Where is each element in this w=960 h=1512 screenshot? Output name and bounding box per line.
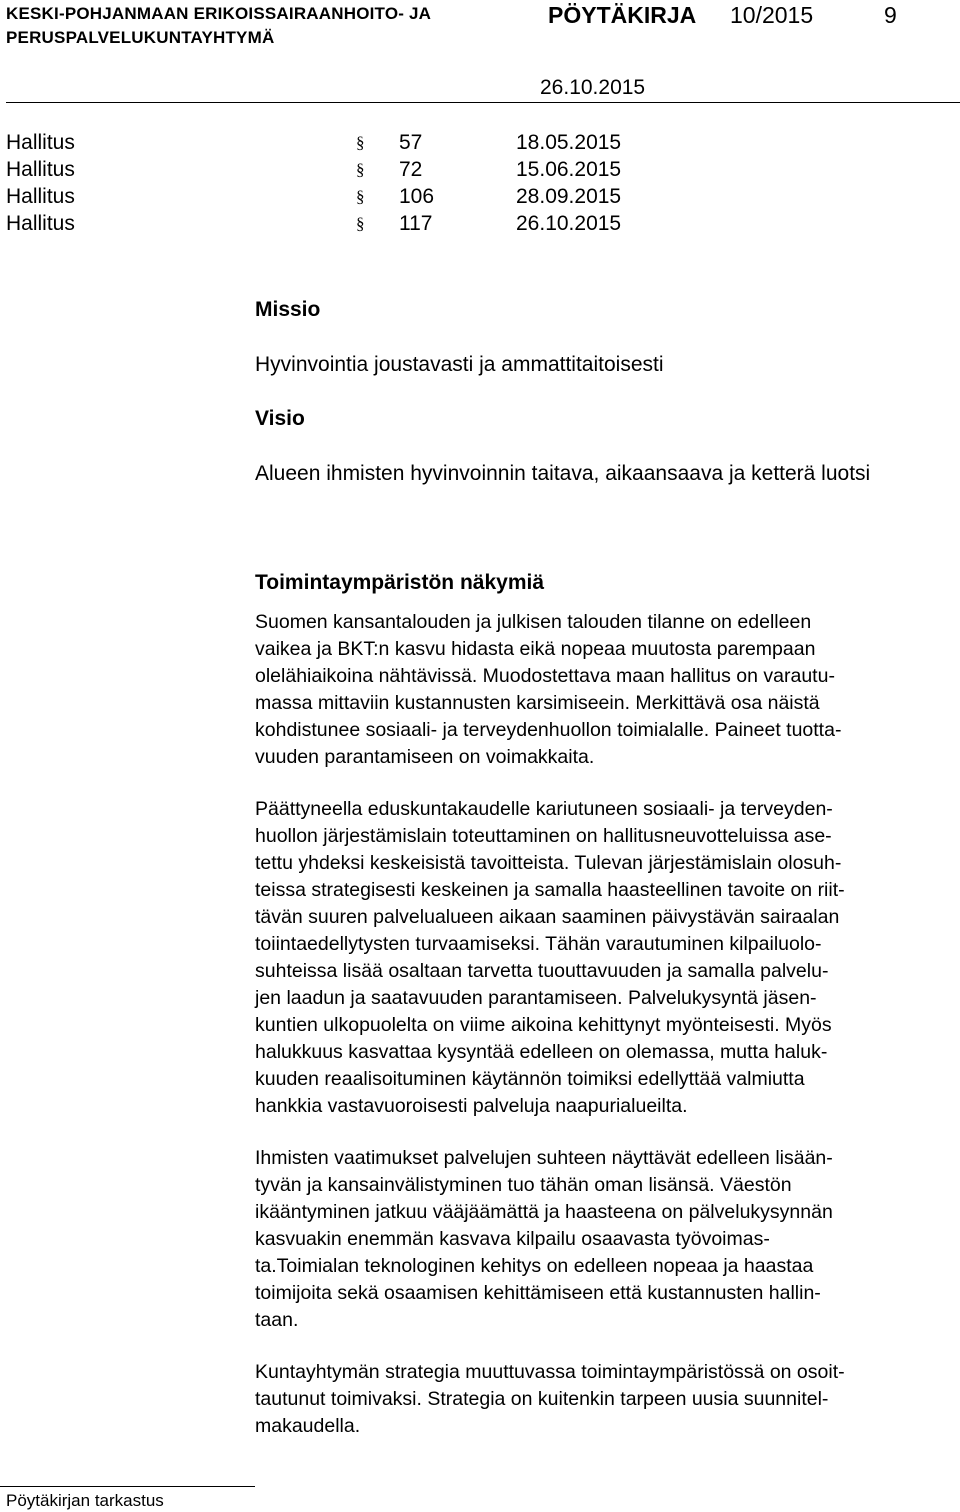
organization-name [6, 2, 431, 50]
section-sign-icon [356, 133, 367, 151]
history-number: 72 [399, 158, 423, 181]
mission-text: Hyvinvointia joustavasti ja ammattitaitoisesti [255, 353, 664, 376]
history-row [6, 210, 706, 237]
svg-text:§: § [356, 187, 365, 205]
history-row [6, 156, 706, 183]
document-date: 26.10.2015 [540, 76, 646, 99]
environment-heading: Toimintaympäristön näkymiä [255, 571, 545, 594]
history-row [6, 183, 706, 210]
paragraph-economy: Suomen kansantalouden ja julkisen talouden tilanne on edelleen vaikea ja BKT:n kasvu hidasta eikä nopeaa muutosta parempaan olelähiaikoina nähtävissä. Muodostettava maan hallitus on varautu- massa mittaviin kustannusten karsimiseein. Merkittävä osa näistä kohdistunee sosiaali- ja terveydenhuollon toimialalle. Paineet tuotta- vuuden parantamiseen on voimakkaita. [255, 611, 842, 768]
section-sign-icon [356, 187, 367, 205]
history-date: 26.10.2015 [516, 212, 622, 235]
handling-history [6, 129, 706, 237]
history-body: Hallitus [6, 158, 75, 181]
svg-text:§: § [356, 133, 365, 151]
history-body: Hallitus [6, 212, 75, 235]
svg-text:§: § [356, 214, 365, 232]
history-date: 28.09.2015 [516, 185, 622, 208]
history-date: 18.05.2015 [516, 131, 622, 154]
footer-label: Pöytäkirjan tarkastus [6, 1491, 164, 1510]
history-row [6, 129, 706, 156]
history-number: 57 [399, 131, 423, 154]
history-number: 106 [399, 185, 435, 208]
document-title: PÖYTÄKIRJA [548, 2, 697, 28]
history-number: 117 [399, 212, 433, 235]
paragraph-legislation: Päättyneella eduskuntakaudelle kariutuneen sosiaali- ja terveyden- huollon järjestämislain toteuttaminen on hallitusneuvotteluissa ase- tettu yhdeksi keskeisistä tavoitteista. Tulevan järjestämislain olosuh- teissa strategisesti keskeinen ja samalla haasteellinen tavoite on riit- tävän suuren palvelualueen aikaan saaminen päivystävän sairaalan toiintaedellytysten turvaamiseksi. Tähän varautuminen kilpailuolo- suhteissa lisää osaltaan tarvetta tuouttavuuden ja samalla palvelu- jen laadun ja saatavuuden parantamiseen. Palvelukysyntä jäsen- kuntien ulkopuolelta on viime aikoina kehittynyt myönteisesti. Myös halukkuus kasvattaa kysyntää edelleen on olemassa, mutta haluk- kuuden reaalisoituminen käytännön toimiksi edellyttää valmiutta hankkia vastavuoroisesti palveluja naapurialueilta. [255, 798, 845, 1117]
history-body: Hallitus [6, 185, 75, 208]
mission-heading: Missio [255, 298, 321, 321]
section-sign-icon [356, 160, 367, 178]
history-body: Hallitus [6, 131, 75, 154]
svg-text:§: § [356, 160, 365, 178]
page-number: 9 [884, 2, 897, 28]
vision-heading: Visio [255, 407, 305, 430]
document-number: 10/2015 [730, 2, 814, 28]
organization-name-line2: PERUSPALVELUKUNTAYHTYMÄ [6, 28, 275, 47]
section-sign-icon [356, 214, 367, 232]
header-divider [6, 102, 960, 103]
paragraph-strategy: Kuntayhtymän strategia muuttuvassa toimintaympäristössä on osoit- tautunut toimivaksi. Strategia on kuitenkin tarpeen uusia suunnitel- makaudella. [255, 1361, 845, 1437]
footer-divider [0, 1486, 255, 1487]
paragraph-demands: Ihmisten vaatimukset palvelujen suhteen näyttävät edelleen lisään- tyvän ja kansainvälistyminen tuo tähän oman lisänsä. Väestön ikääntyminen jatkuu vääjäämättä ja haasteena on pälvelukysynnän kasvuakin enemmän kasvava kilpailu osaavasta työvoimas- ta.Toimialan teknologinen kehitys on edelleen nopeaa ja haastaa toimijoita sekä osaamisen kehittämiseen että kustannusten hallin- taan. [255, 1147, 833, 1331]
organization-name-line1: KESKI-POHJANMAAN ERIKOISSAIRAANHOITO- JA [6, 4, 432, 23]
vision-text: Alueen ihmisten hyvinvoinnin taitava, aikaansaava ja ketterä luotsi [255, 462, 871, 485]
document-body [255, 295, 955, 1440]
history-date: 15.06.2015 [516, 158, 622, 181]
